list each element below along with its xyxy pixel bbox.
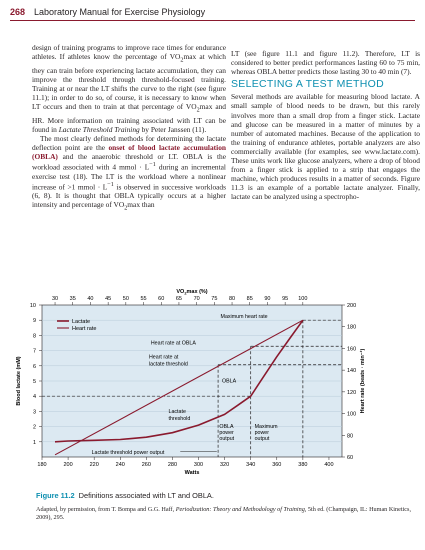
lactate-heart-rate-chart [12, 286, 417, 486]
left-tick-label: 2 [32, 424, 36, 431]
left-tick-label: 10 [29, 303, 36, 309]
left-tick-label: 6 [32, 363, 36, 370]
left-column [32, 43, 226, 214]
right-axis-label: Heart rate (beats · min⁻¹) [360, 348, 366, 414]
top-tick-label: 60 [158, 296, 165, 302]
left-axis-label: Blood lactate (mM) [16, 356, 22, 406]
annotation-obla-power-output: power [219, 430, 234, 437]
right-tick-label: 180 [347, 324, 357, 331]
bottom-tick-label: 240 [115, 462, 125, 468]
right-column [231, 49, 420, 202]
left-tick-label: 9 [32, 318, 36, 325]
page-number: 268 [10, 7, 26, 17]
x-axis-label: Watts [184, 470, 200, 476]
bottom-tick-label: 260 [141, 462, 151, 468]
left-tick-label: 7 [32, 348, 36, 355]
left-tick-label: 1 [32, 439, 36, 446]
annotation-hr-obla: Heart rate at OBLA [150, 340, 196, 347]
figure-label: Figure 11.2 [36, 491, 75, 500]
right-tick-label: 200 [347, 303, 357, 309]
figure-caption-text: Definitions associated with LT and OBLA. [78, 491, 214, 500]
top-tick-label: 35 [69, 296, 76, 302]
bottom-tick-label: 180 [37, 462, 47, 468]
bottom-tick-label: 320 [220, 462, 230, 468]
top-tick-label: 50 [122, 296, 129, 302]
bottom-tick-label: 340 [246, 462, 256, 468]
top-tick-label: 45 [105, 296, 112, 302]
bottom-tick-label: 400 [324, 462, 334, 468]
obla-term: onset of blood lactate accumulation (OBLA) [32, 142, 227, 161]
top-tick-label: 40 [87, 296, 94, 302]
left-paragraph-1: design of training programs to improve race times for endurance athletes. If athletes know the percentage of $VO_2\max$ at which they can train before experiencing lactate accumulation, they can improve the threshold through threshold-focused training. Training at or near the LT shifts the curve to the right (see figure 11.1); in order to do so, of course, it is necessary to know when LT occurs and then to train at that percentage of $VO_2\max$ and HR. More information on training associated with LT can be found in Lactate Threshold Training by Peter Janssen (11). [32, 43, 226, 134]
legend-lactate-label: Lactate [72, 319, 91, 325]
annotation-hr-lt-1: Heart rate at [148, 354, 179, 361]
right-tick-label: 120 [347, 389, 357, 396]
figure-credit: Adapted, by permission, from T. Bompa and G.G. Haff, Periodization: Theory and Methodology of Training, 5th ed. (Champaign, IL: Human Kinetics, 2009), 295. [36, 506, 411, 521]
right-tick-label: 60 [347, 455, 354, 461]
right-paragraph-1: LT (see figure 11.1 and figure 11.2). Therefore, LT is considered to better predict performances lasting 60 to 75 min, whereas OBLA better predicts those lasting 30 to 40 min (7). [231, 49, 420, 77]
bottom-tick-label: 360 [272, 462, 282, 468]
right-paragraph-2: Several methods are available for measuring blood lactate. A small sample of blood needs to be drawn, but this rarely involves more than a small drop from a finger stick. Lactate and glucose can be measured in a matter of minutes by a number of automated machines. Because of the application to the training of endurance athletes, portable analyzers are also commercially available (for examples, see www.lactate.com). These units work like glucose analyzers, where a drop of blood from a finger stick is applied to a strip that engages the machine, which produces results in a matter of seconds. Figure 11.3 is an example of a portable lactate analyzer. Finally, lactate can be analyzed using a spectropho- [231, 92, 420, 202]
bottom-tick-label: 280 [167, 462, 178, 468]
annotation-obla-power-output: OBLA [219, 424, 234, 431]
top-tick-label: 65 [175, 296, 183, 302]
header-rule [10, 20, 415, 21]
annotation-lt-power-output: Lactate threshold power output [91, 449, 165, 456]
right-tick-label: 160 [347, 346, 357, 353]
annotation-max-power-output: power [254, 430, 270, 437]
top-tick-label: 100 [298, 296, 308, 302]
annotation-max-power-output: Maximum [254, 424, 278, 431]
annotation-max-hr: Maximum heart rate [220, 314, 268, 321]
left-tick-label: 3 [32, 409, 36, 416]
right-tick-label: 140 [347, 368, 357, 375]
top-tick-label: 95 [282, 296, 289, 302]
top-tick-label: 70 [193, 296, 200, 302]
top-axis-label: $VO_2\max$ (%) [176, 289, 208, 296]
left-tick-label: 8 [32, 333, 36, 340]
bottom-tick-label: 220 [89, 462, 99, 468]
annotation-max-power-output: output [254, 436, 270, 443]
right-tick-label: 100 [347, 411, 357, 418]
top-tick-label: 85 [246, 296, 253, 302]
figure-caption [36, 491, 416, 500]
annotation-obla: OBLA [222, 378, 237, 385]
figure-11-2 [12, 286, 417, 486]
left-paragraph-2: The most clearly defined methods for determining the lactate deflection point are the onset of blood lactate accumulation (OBLA) and the anaerobic threshold or LT. OBLA is the workload associated with 4 mmol · $L^{-1}$ during an incremental exercise test (18). The LT is the workload where a nonlinear increase of >1 mmol · $L^{-1}$ is observed in successive workloads (6, 8). It is thought that OBLA typically occurs at a higher intensity and percentage of $VO_2\max$ than [32, 133, 227, 212]
top-tick-label: 30 [51, 296, 59, 302]
top-tick-label: 90 [264, 296, 271, 302]
annotation-lt-1: Lactate [168, 408, 186, 415]
left-tick-label: 4 [32, 394, 36, 401]
bottom-tick-label: 200 [63, 462, 73, 468]
section-heading: SELECTING A TEST METHOD [231, 78, 384, 91]
running-header [10, 7, 415, 23]
top-tick-label: 80 [228, 296, 236, 302]
bottom-tick-label: 300 [193, 462, 204, 468]
annotation-obla-power-output: output [219, 436, 235, 443]
top-tick-label: 55 [140, 296, 147, 302]
bottom-tick-label: 380 [298, 462, 308, 468]
left-tick-label: 5 [32, 379, 36, 385]
running-title: Laboratory Manual for Exercise Physiology [34, 7, 206, 17]
annotation-lt-2: threshold [168, 415, 191, 422]
legend-hr-label: Heart rate [72, 326, 97, 332]
right-tick-label: 80 [347, 433, 354, 440]
top-tick-label: 75 [211, 296, 218, 302]
annotation-hr-lt-2: lactate threshold [148, 361, 188, 368]
